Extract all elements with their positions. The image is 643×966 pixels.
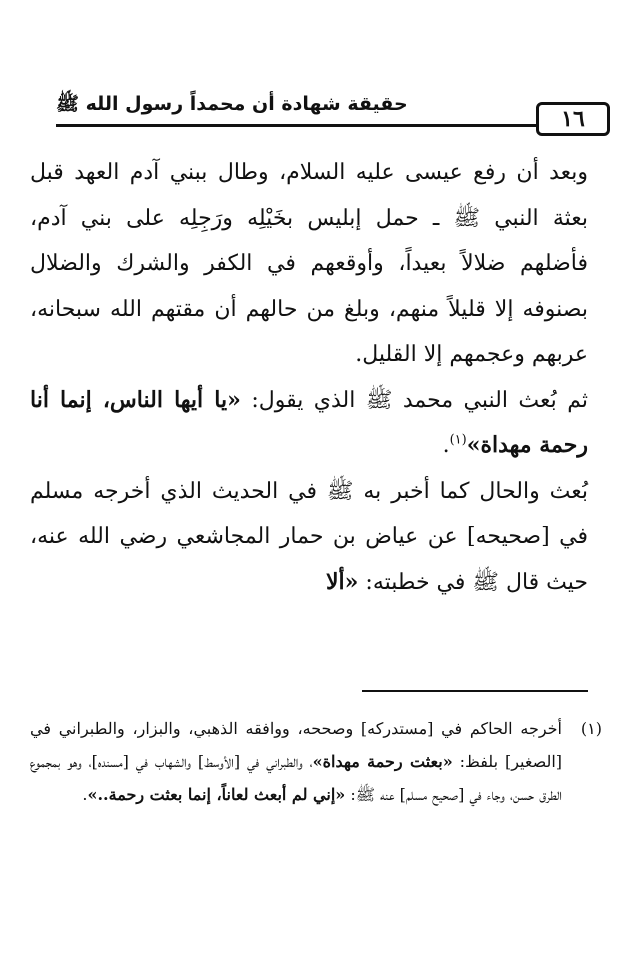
- paragraph-2: [30, 378, 610, 469]
- footnote-number: (١): [580, 719, 602, 738]
- paragraph-2-end: .: [442, 433, 450, 458]
- footnote-divider: [362, 690, 588, 692]
- paragraph-3: [30, 469, 610, 606]
- footnote-marker[interactable]: (١): [449, 432, 467, 448]
- paragraph-3-lead: بُعث والحال كما أخبر به ﷺ في الحديث الذي أخرجه مسلم في [صحيحه] عن عياض بن حمار المجاشعي رضي الله عنه، حيث قال ﷺ في خطبته:: [30, 478, 588, 595]
- paragraph-3-quote-start: «ألا: [326, 568, 359, 595]
- page-header: [30, 88, 610, 138]
- body-text: [30, 150, 610, 605]
- page-number: ١٦: [536, 102, 610, 136]
- footnote-quote-a: «بعثت رحمة مهداة»: [312, 752, 453, 771]
- paragraph-1: وبعد أن رفع عيسى عليه السلام، وطال ببني آدم العهد قبل بعثة النبي ﷺ ـ حمل إبليس بخَيْلِه ورَجِلِه على بني آدم، فأضلهم ضلالاً بعيداً، وأوقعهم في الكفر والشرك والضلال بصنوفه إلا قليلاً منهم، وبلغ من حالهم أن مقتهم الله سبحانه، عربهم وعجمهم إلا القليل.: [30, 160, 588, 367]
- footnote: [30, 712, 602, 811]
- footnote-text-c: .: [82, 785, 88, 804]
- footnote-text-a: أخرجه الحاكم في [مستدركه] وصححه، ووافقه الذهبي، والبزار، والطبراني في [الصغير] بلفظ:: [30, 719, 562, 771]
- header-rule: [56, 124, 538, 127]
- running-title: حقيقة شهادة أن محمداً رسول الله ﷺ: [56, 93, 408, 115]
- footnote-quote-b: «إني لم أبعث لعاناً، إنما بعثت رحمة..»: [87, 785, 346, 804]
- hadith-quote: «يا أيها الناس، إنما أنا رحمة مهداة»: [30, 386, 588, 458]
- footnote-text-b: ، والطبراني في [الأوسط] والشهاب في [مسنده]، وهو بمجموع الطرق حسن، وجاء في [صحيح مسلم] عنه ﷺ:: [30, 752, 562, 804]
- paragraph-2-lead: ثم بُعث النبي محمد ﷺ الذي يقول:: [251, 387, 588, 413]
